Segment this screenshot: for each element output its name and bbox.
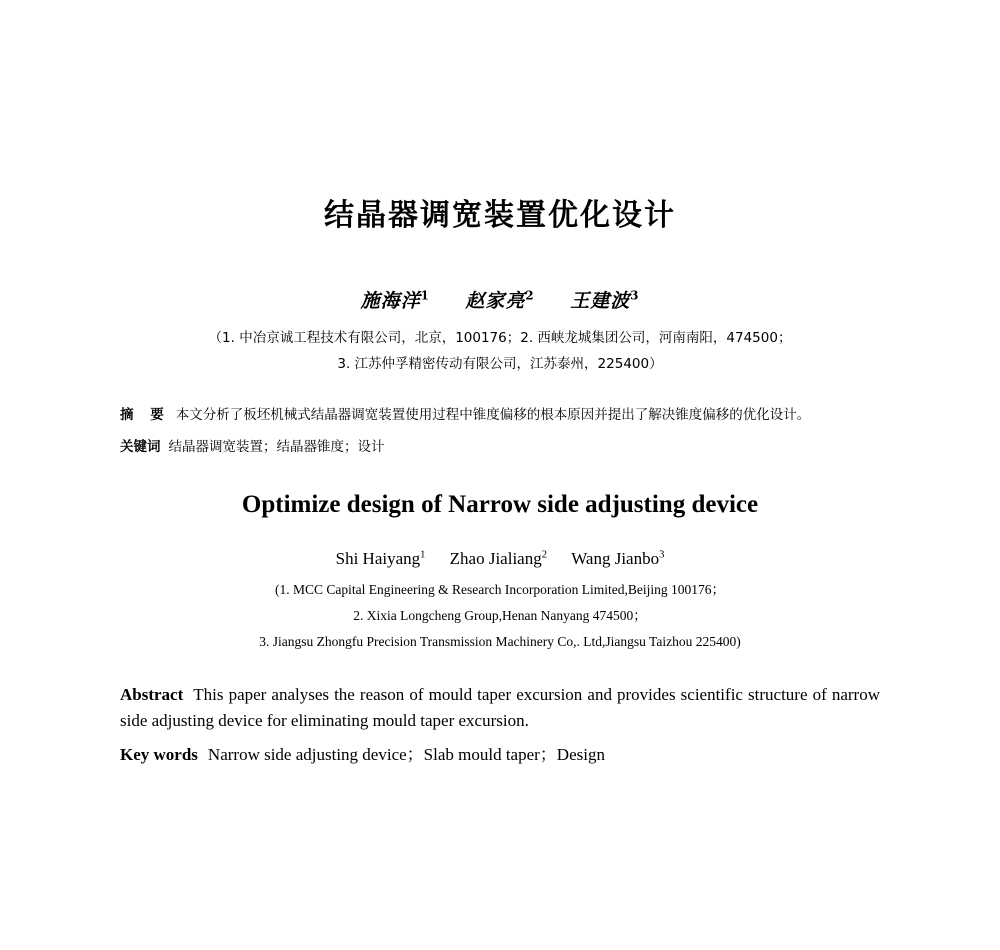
- chinese-author-list: [120, 286, 880, 313]
- chinese-keywords: [120, 435, 880, 455]
- english-abstract: [120, 682, 880, 735]
- english-author: [571, 549, 664, 568]
- chinese-author-affil-marker: 1: [420, 288, 430, 303]
- english-author-affil-marker: 2: [541, 549, 547, 561]
- chinese-abstract: [120, 404, 880, 427]
- chinese-abstract-text: 本文分析了板坯机械式结晶器调宽装置使用过程中锥度偏移的根本原因并提出了解决锥度偏移的优化设计。: [175, 406, 811, 423]
- english-author-name: Wang Jianbo: [571, 548, 660, 568]
- chinese-abstract-label: 摘 要: [120, 406, 170, 423]
- english-author: [336, 549, 426, 568]
- english-author-name: Zhao Jialiang: [449, 548, 542, 568]
- chinese-keywords-label: 关键词: [120, 438, 161, 455]
- english-affiliations: [120, 577, 880, 656]
- english-affiliation-line: 3. Jiangsu Zhongfu Precision Transmission Machinery Co,. Ltd,Jiangsu Taizhou 225400): [259, 634, 741, 650]
- document-page: [0, 190, 1000, 950]
- english-affiliation-line: (1. MCC Capital Engineering & Research Incorporation Limited,Beijing 100176；: [275, 581, 725, 597]
- chinese-title: 结晶器调宽装置优化设计: [324, 198, 676, 233]
- chinese-keywords-text: 结晶器调宽装置；结晶器锥度；设计: [168, 438, 385, 455]
- chinese-author: [465, 290, 534, 312]
- chinese-author: [361, 290, 430, 312]
- chinese-affiliation-line: （1. 中冶京诚工程技术有限公司，北京，100176；2. 西峡龙城集团公司，河南南阳，474500；: [208, 330, 792, 346]
- chinese-author-affil-marker: 2: [525, 288, 535, 303]
- english-author-affil-marker: 3: [659, 549, 665, 561]
- english-author-affil-marker: 1: [420, 549, 426, 561]
- chinese-author-name: 赵家亮: [465, 290, 526, 312]
- english-keywords: [120, 740, 880, 765]
- chinese-affiliation-line: 3. 江苏仲孚精密传动有限公司，江苏泰州，225400）: [337, 356, 663, 373]
- chinese-author-affil-marker: 3: [630, 288, 640, 303]
- chinese-author-name: 王建波: [570, 290, 631, 312]
- chinese-author: [570, 290, 639, 312]
- english-author-name: Shi Haiyang: [335, 548, 421, 568]
- chinese-author-name: 施海洋: [360, 290, 421, 312]
- chinese-affiliations: [120, 325, 880, 378]
- english-keywords-text: Narrow side adjusting device；Slab mould taper；Design: [207, 745, 605, 765]
- english-author: [450, 549, 547, 568]
- english-affiliation-line: 2. Xixia Longcheng Group,Henan Nanyang 474500；: [353, 608, 647, 624]
- english-abstract-text: This paper analyses the reason of mould taper excursion and provides scientific structure of narrow side adjusting device for eliminating mould taper excursion.: [120, 684, 880, 731]
- english-title: Optimize design of Narrow side adjusting device: [241, 490, 759, 518]
- english-keywords-label: Key words: [120, 745, 198, 765]
- english-abstract-label: Abstract: [120, 684, 184, 704]
- english-author-list: [120, 549, 880, 569]
